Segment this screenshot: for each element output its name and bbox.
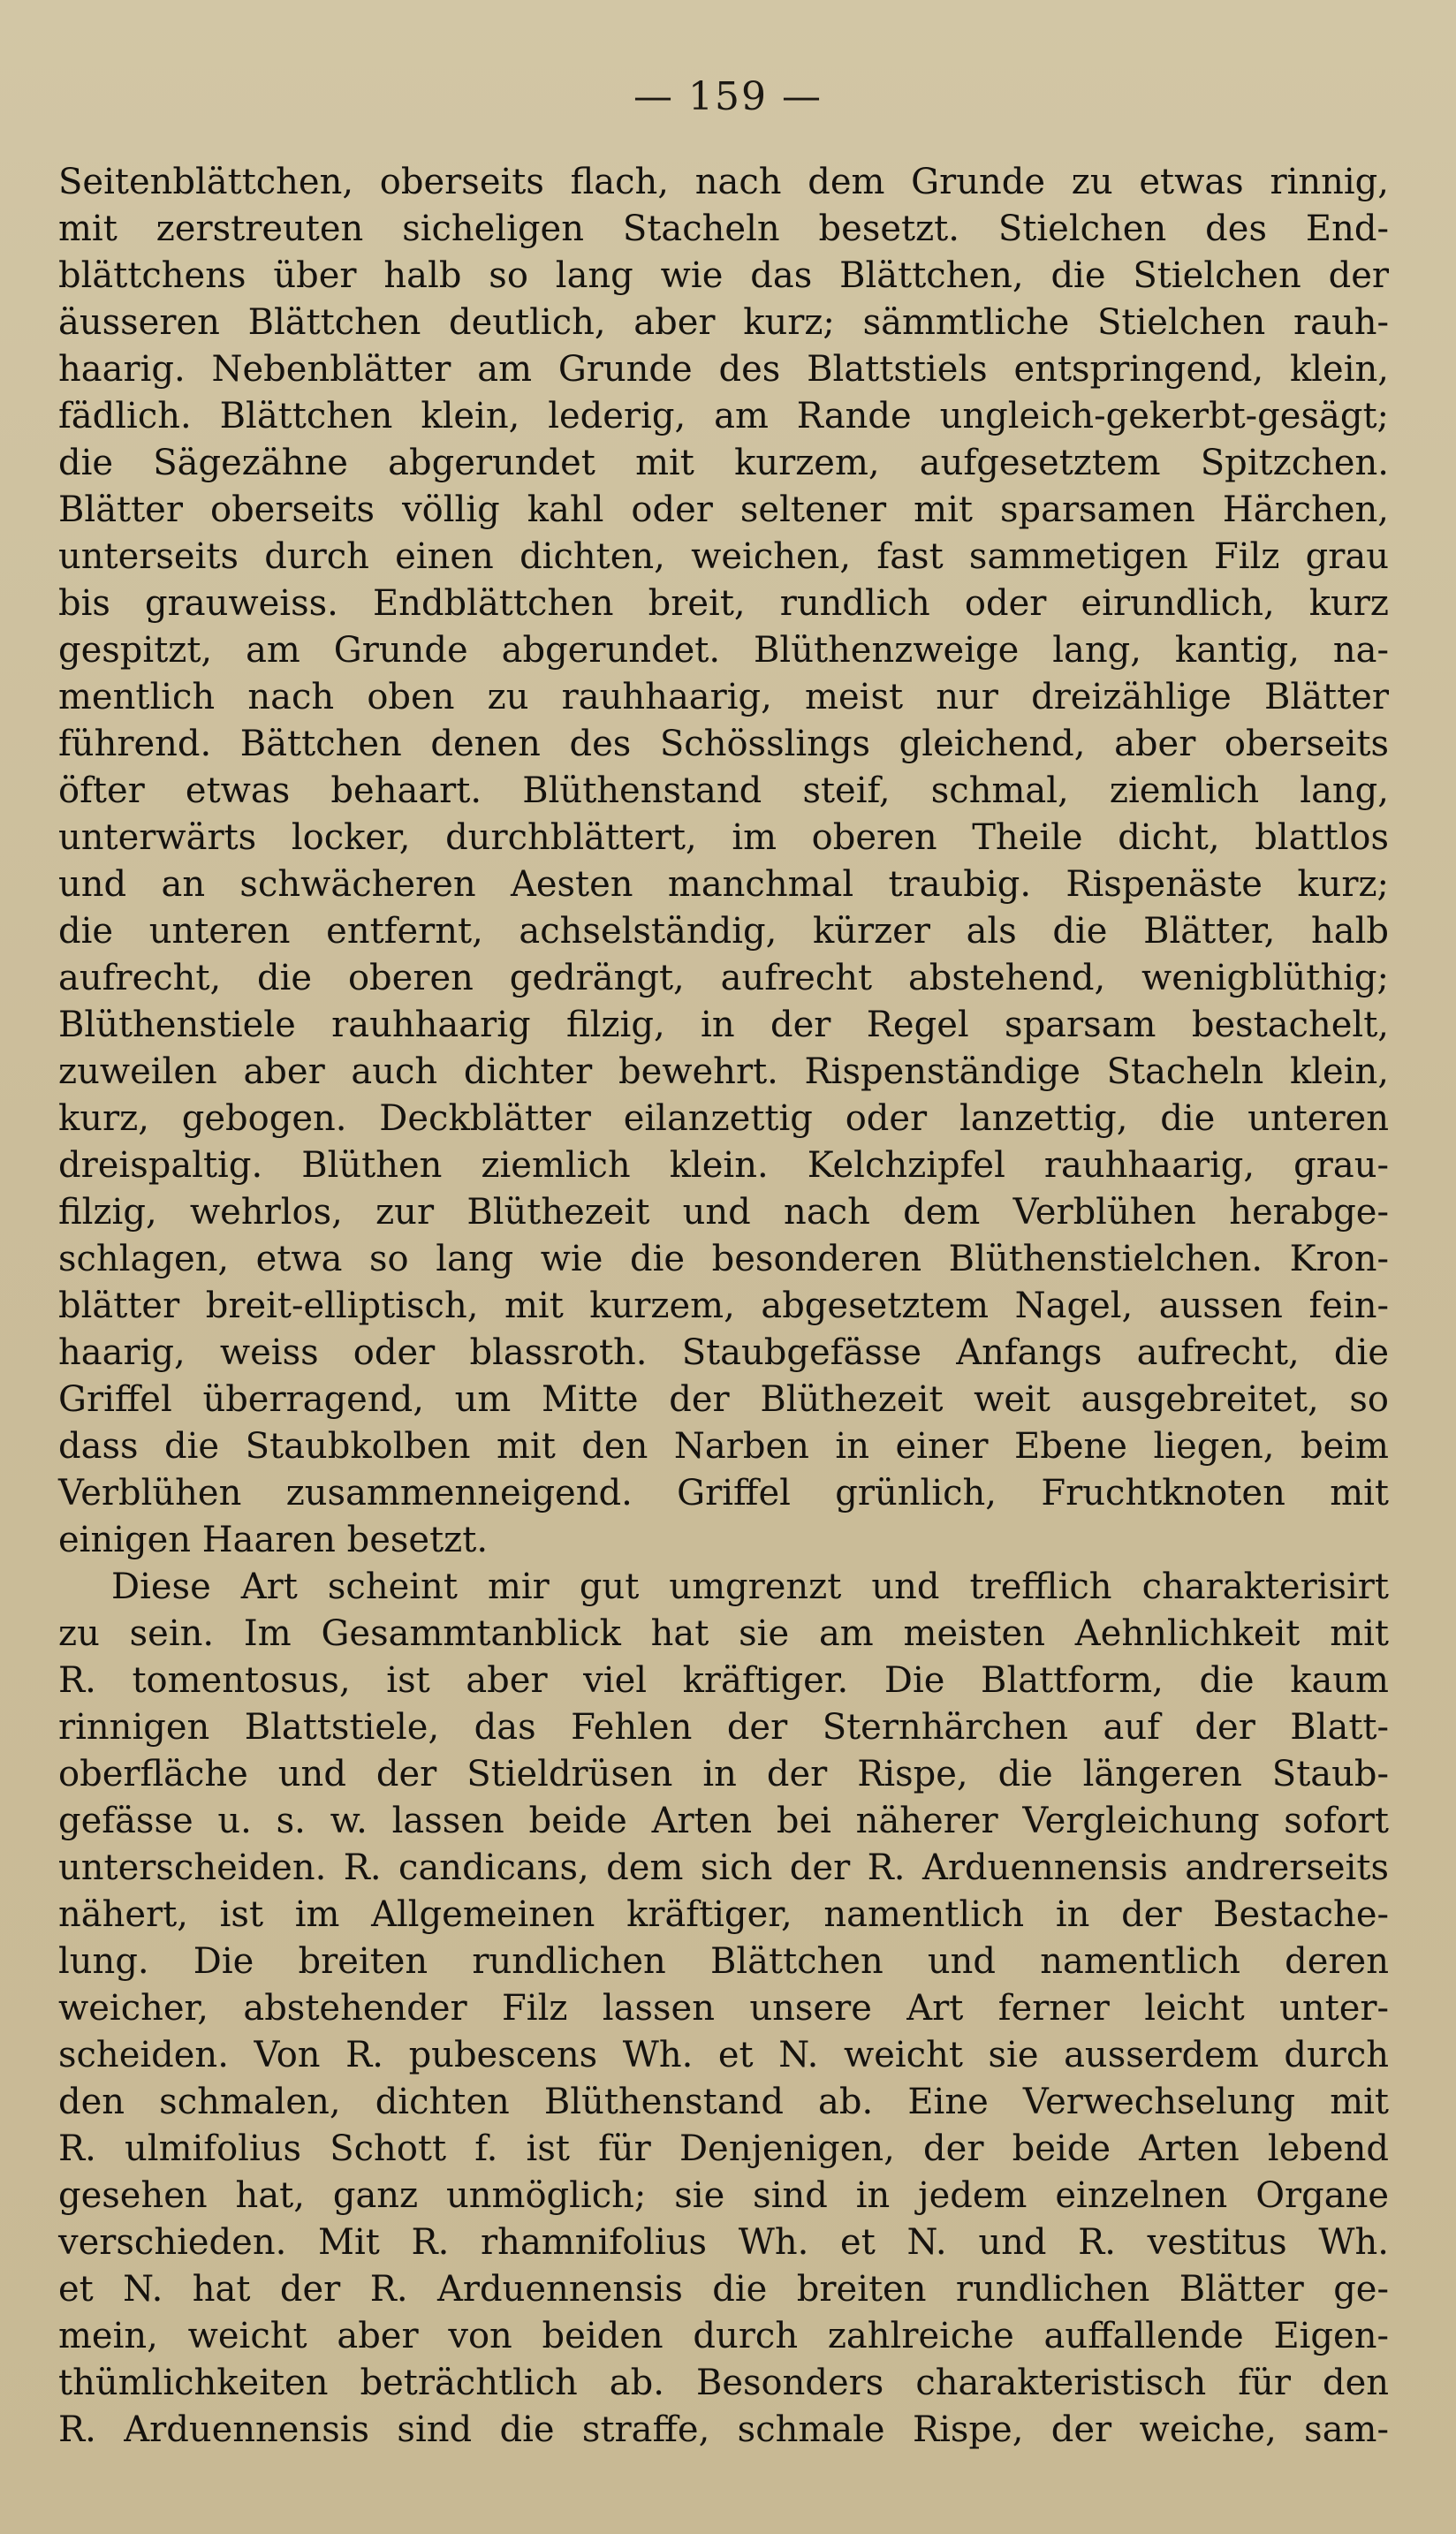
text-line: äusseren Blättchen deutlich, aber kurz; sämmtliche Stielchen rauh- (58, 302, 1389, 343)
text-line: thümlichkeiten beträchtlich ab. Besonders charakteristisch für den (58, 2363, 1389, 2403)
text-line: die unteren entfernt, achselständig, kürzer als die Blätter, halb (58, 911, 1389, 952)
text-line: lung. Die breiten rundlichen Blättchen und namentlich deren (58, 1941, 1389, 1982)
text-line: R. Arduennensis sind die straffe, schmale Rispe, der weiche, sam- (58, 2409, 1389, 2450)
text-line: öfter etwas behaart. Blüthenstand steif, schmal, ziemlich lang, (58, 770, 1389, 811)
text-line: R. ulmifolius Schott f. ist für Denjenigen, der beide Arten lebend (58, 2128, 1389, 2169)
text-line: R. tomentosus, ist aber viel kräftiger. Die Blattform, die kaum (58, 1660, 1389, 1701)
text-line: zu sein. Im Gesammtanblick hat sie am meisten Aehnlichkeit mit (58, 1613, 1389, 1654)
text-line: und an schwächeren Aesten manchmal traubig. Rispenäste kurz; (58, 864, 1389, 905)
text-line: Blüthenstiele rauhhaarig filzig, in der Regel sparsam bestachelt, (58, 1005, 1389, 1045)
text-line: oberfläche und der Stieldrüsen in der Rispe, die längeren Staub- (58, 1754, 1389, 1794)
text-line: weicher, abstehender Filz lassen unsere Art ferner leicht unter- (58, 1988, 1389, 2029)
text-line: unterscheiden. R. candicans, dem sich der R. Arduennensis andrerseits (58, 1847, 1389, 1888)
text-line: unterseits durch einen dichten, weichen, fast sammetigen Filz grau (58, 536, 1389, 577)
text-line: haarig. Nebenblätter am Grunde des Blattstiels entspringend, klein, (58, 349, 1389, 390)
text-line: blättchens über halb so lang wie das Blättchen, die Stielchen der (58, 255, 1389, 296)
text-line: Griffel überragend, um Mitte der Blüthezeit weit ausgebreitet, so (58, 1379, 1389, 1420)
text-line: einigen Haaren besetzt. (58, 1520, 489, 1560)
text-line: gefässe u. s. w. lassen beide Arten bei näherer Vergleichung sofort (58, 1801, 1389, 1841)
text-line: Diese Art scheint mir gut umgrenzt und trefflich charakterisirt (111, 1567, 1389, 1607)
text-line: dass die Staubkolben mit den Narben in einer Ebene liegen, beim (58, 1426, 1389, 1467)
text-line: Verblühen zusammenneigend. Griffel grünlich, Fruchtknoten mit (58, 1473, 1389, 1514)
text-line: mein, weicht aber von beiden durch zahlreiche auffallende Eigen- (58, 2316, 1389, 2356)
page-number: — 159 — (633, 74, 823, 119)
text-line: Blätter oberseits völlig kahl oder seltener mit sparsamen Härchen, (58, 489, 1389, 530)
text-line: bis grauweiss. Endblättchen breit, rundlich oder eirundlich, kurz (58, 583, 1389, 624)
text-line: et N. hat der R. Arduennensis die breiten rundlichen Blätter ge- (58, 2269, 1389, 2310)
text-line: mentlich nach oben zu rauhhaarig, meist nur dreizählige Blätter (58, 677, 1389, 717)
text-line: schlagen, etwa so lang wie die besonderen Blüthenstielchen. Kron- (58, 1239, 1389, 1279)
text-line: gespitzt, am Grunde abgerundet. Blüthenzweige lang, kantig, na- (58, 630, 1389, 671)
text-line: fädlich. Blättchen klein, lederig, am Rande ungleich-gekerbt-gesägt; (58, 396, 1389, 436)
text-line: blätter breit-elliptisch, mit kurzem, abgesetztem Nagel, aussen fein- (58, 1286, 1389, 1326)
text-line: rinnigen Blattstiele, das Fehlen der Sternhärchen auf der Blatt- (58, 1707, 1389, 1748)
text-line: kurz, gebogen. Deckblätter eilanzettig oder lanzettig, die unteren (58, 1098, 1389, 1139)
text-line: scheiden. Von R. pubescens Wh. et N. weicht sie ausserdem durch (58, 2035, 1389, 2075)
paragraph (58, 159, 1389, 1564)
text-line: den schmalen, dichten Blüthenstand ab. Eine Verwechselung mit (58, 2082, 1389, 2122)
text-line: Seitenblättchen, oberseits flach, nach dem Grunde zu etwas rinnig, (58, 162, 1389, 202)
text-line: mit zerstreuten sicheligen Stacheln besetzt. Stielchen des End- (58, 209, 1389, 249)
text-line: dreispaltig. Blüthen ziemlich klein. Kelchzipfel rauhhaarig, grau- (58, 1145, 1389, 1186)
text-line: verschieden. Mit R. rhamnifolius Wh. et N. und R. vestitus Wh. (58, 2222, 1389, 2263)
text-line: die Sägezähne abgerundet mit kurzem, aufgesetztem Spitzchen. (58, 443, 1389, 483)
text-line: filzig, wehrlos, zur Blüthezeit und nach dem Verblühen herabge- (58, 1192, 1389, 1233)
text-line: führend. Bättchen denen des Schösslings gleichend, aber oberseits (58, 724, 1389, 764)
text-line: gesehen hat, ganz unmöglich; sie sind in jedem einzelnen Organe (58, 2175, 1389, 2216)
text-line: haarig, weiss oder blassroth. Staubgefässe Anfangs aufrecht, die (58, 1332, 1389, 1373)
paragraph (58, 1564, 1389, 2454)
text-line: zuweilen aber auch dichter bewehrt. Rispenständige Stacheln klein, (58, 1051, 1389, 1092)
text-line: aufrecht, die oberen gedrängt, aufrecht abstehend, wenigblüthig; (58, 958, 1389, 998)
body-text (58, 159, 1389, 2454)
text-line: unterwärts locker, durchblättert, im oberen Theile dicht, blattlos (58, 817, 1389, 858)
text-line: nähert, ist im Allgemeinen kräftiger, namentlich in der Bestache- (58, 1894, 1389, 1935)
